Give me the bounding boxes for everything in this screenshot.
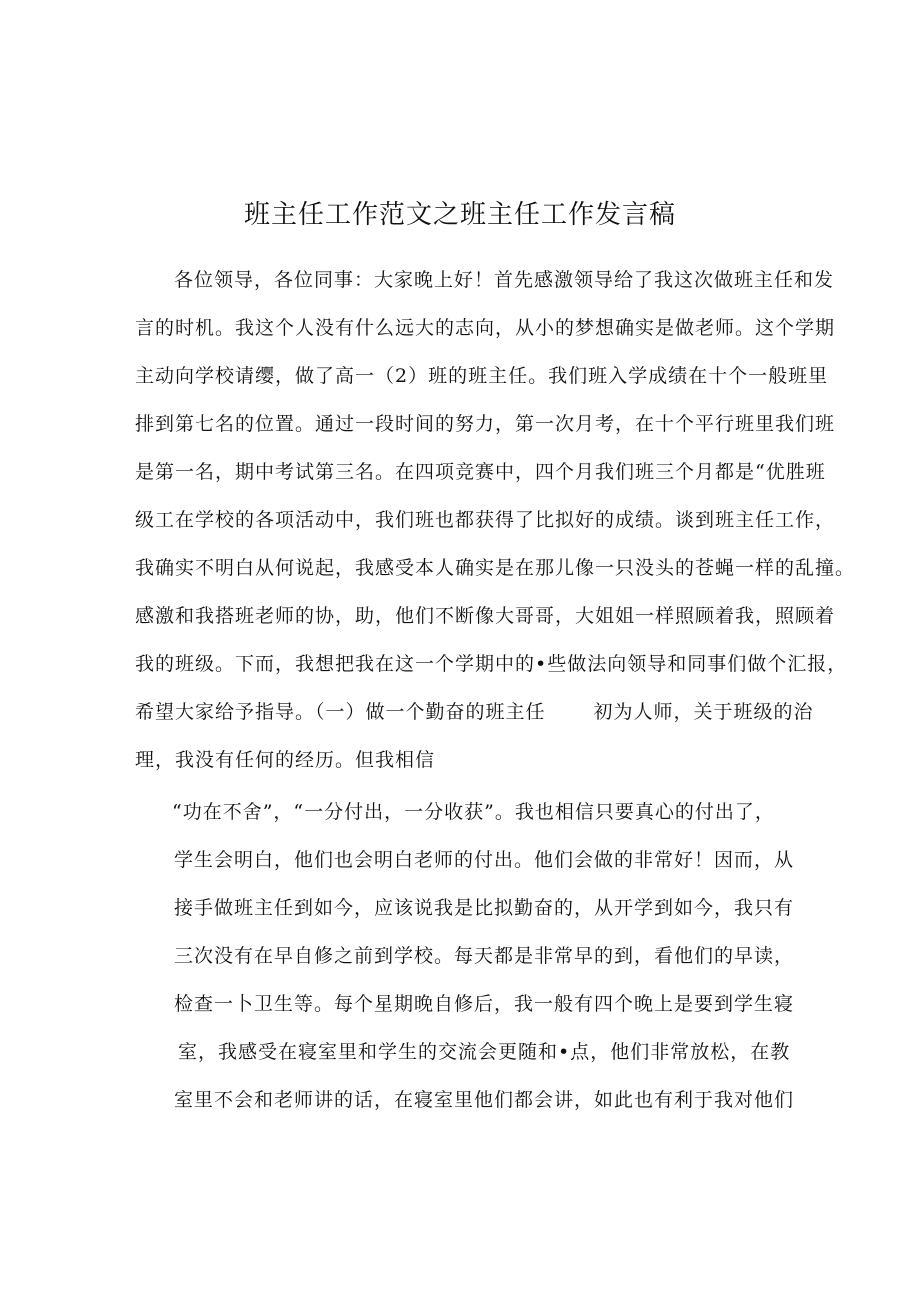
paragraph-line: 学生会明白，他们也会明白老师的付出。他们会做的非常好！因而，从 <box>174 849 795 871</box>
paragraph-segment: 希望大家给予指导。（一）做一个勤奋的班主任 <box>135 701 546 723</box>
paragraph-line: 是第一名，期中考试第三名。在四项竞赛中，四个月我们班三个月都是“优胜班 <box>135 461 826 483</box>
paragraph-line: “功在不舍”，“一分付出，一分收获”。我也相信只要真心的付出了， <box>172 801 775 823</box>
page-title: 班主任工作范文之班主任工作发言稿 <box>243 200 676 230</box>
paragraph-line: 我的班级。下而，我想把我在这一个学期中的•些做法向领导和同事们做个汇报， <box>135 653 848 675</box>
paragraph-line: 检查一卜卫生等。每个星期晚自修后，我一般有四个晚上是要到学生寝 <box>174 993 795 1015</box>
paragraph-line: 级工在学校的各项活动中，我们班也都获得了比拟好的成绩。谈到班主任工作， <box>135 509 836 531</box>
paragraph-line: 室里不会和老师讲的话，在寝室里他们都会讲，如此也有利于我对他们 <box>174 1089 795 1111</box>
paragraph-line: 各位领导，各位同事：大家晚上好！首先感激领导给了我这次做班主任和发 <box>174 269 835 291</box>
paragraph-line: 室，我感受在寝室里和学生的交流会更随和•点，他们非常放松，在教 <box>178 1041 791 1063</box>
paragraph-line: 感激和我搭班老师的协，助，他们不断像大哥哥，大姐姐一样照顾着我，照顾着 <box>135 605 836 627</box>
paragraph-line: 三次没有在早自修之前到学校。每天都是非常早的到，看他们的早读， <box>174 945 795 967</box>
paragraph-line: 主动向学校请缨，做了高一（2）班的班主任。我们班入学成绩在十个一般班里 <box>135 365 829 387</box>
paragraph-line: 我确实不明白从何说起，我感受本人确实是在那儿像一只没头的苍蝇一样的乱撞。 <box>135 557 856 579</box>
paragraph-line: 言的时机。我这个人没有什么远大的志向，从小的梦想确实是做老师。这个学期 <box>135 317 836 339</box>
paragraph-line: 理，我没有任何的经历。但我相信 <box>135 749 436 771</box>
paragraph-line-split <box>135 698 814 726</box>
paragraph-line: 接手做班主任到如今，应该说我是比拟勤奋的，从开学到如今，我只有 <box>174 897 795 919</box>
paragraph-line: 排到第七名的位置。通过一段时间的努力，第一次月考，在十个平行班里我们班 <box>135 413 836 435</box>
paragraph-segment: 初为人师，关于班级的治 <box>593 701 814 723</box>
